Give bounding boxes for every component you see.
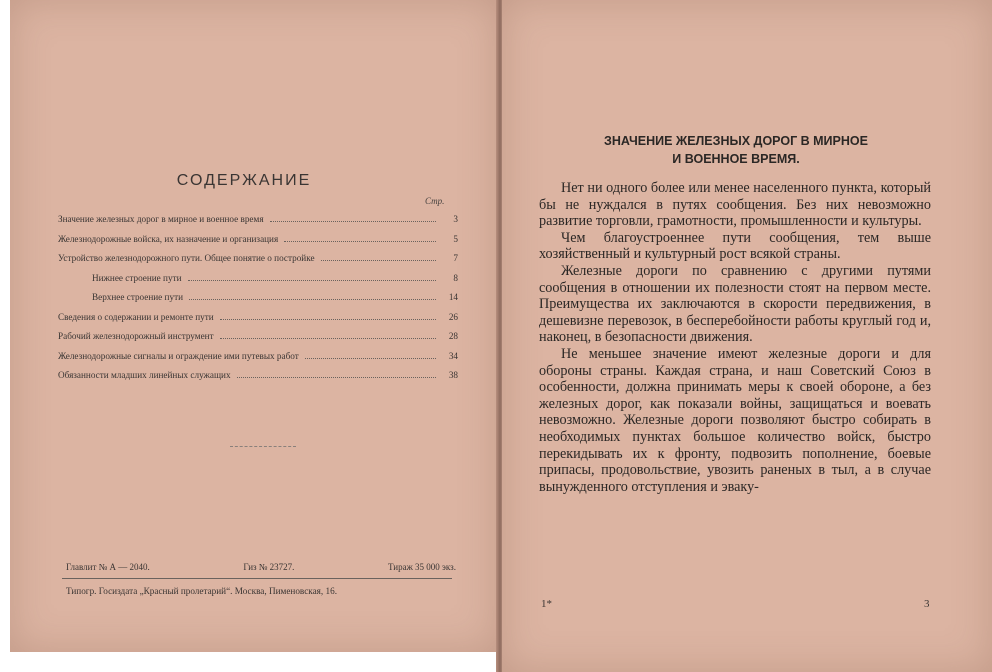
toc-entry-title: Сведения о содержании и ремонте пути	[58, 311, 214, 322]
toc-entry-title: Обязанности младших линейных служащих	[58, 370, 231, 380]
toc-entry	[58, 312, 458, 332]
imprint-line	[66, 562, 456, 572]
toc-entry-title: Устройство железнодорожного пути. Общее понятие о постройке	[58, 253, 315, 263]
toc-entry-title: Рабочий железнодорожный инструмент	[58, 331, 214, 341]
toc-entry-page: 7	[453, 253, 458, 263]
toc-entry-title: Нижнее строение пути	[92, 272, 182, 283]
dot-leader	[284, 241, 436, 242]
dot-leader	[305, 358, 436, 359]
toc-entry-page: 26	[448, 311, 458, 322]
paragraph: Не меньшее значение имеют железные дороги и для обороны страны. Каждая страна, и наш Советский Союз в особенности, должна принимать меры к своей обороне, а без железных дорог, как показали войны, защищаться и воевать невозможно. Железные дороги позволяют быстро собирать в необходимых пунктах большое количество войск, быстро перекидывать их к фронту, подвозить пополнение, боевые припасы, продовольствие, увозить раненых в тыл, а в случае вынужденного отступления и эваку-	[539, 345, 931, 495]
toc-entry	[58, 292, 458, 312]
toc-entry-title: Железнодорожные войска, их назначение и организация	[58, 233, 279, 244]
toc-entry-page: 28	[448, 331, 458, 341]
toc-entry	[58, 273, 458, 293]
chapter-body	[539, 180, 931, 495]
toc-entry	[58, 351, 458, 371]
toc-entry-page: 8	[453, 272, 458, 283]
chapter-title	[565, 132, 907, 168]
table-of-contents	[58, 214, 458, 390]
contents-title: СОДЕРЖАНИЕ	[176, 172, 312, 189]
paragraph: Нет ни одного более или менее населенного пункта, который бы не нуждался в путях сообщения. Без них невозможно развитие торговли, грамотности, промышленности и культуры.	[539, 180, 931, 230]
giz-number: Гиз № 23727.	[243, 562, 295, 572]
dot-leader	[321, 260, 436, 261]
signature-mark: 1*	[541, 598, 552, 610]
imprint-rule	[62, 578, 452, 579]
printer-info: Типогр. Госиздата „Красный пролетарий“. Москва, Пименовская, 16.	[66, 586, 337, 596]
toc-entry	[58, 253, 458, 273]
dot-leader	[188, 280, 436, 281]
toc-entry-page: 14	[448, 292, 458, 302]
dot-leader	[270, 221, 436, 222]
paragraph: Железные дороги по сравнению с другими путями сообщения в отношении их полезности стоят на первом месте. Преимущества их заключаются в скорости передвижения, в дешевизне перевозок, в бесперебойности работы круглый год и, наконец, в безопасности движения.	[539, 262, 931, 346]
page-column-label: Стр.	[425, 196, 445, 206]
toc-entry-page: 5	[453, 233, 458, 244]
toc-entry	[58, 214, 458, 234]
toc-entry-title: Железнодорожные сигналы и ограждение ими путевых работ	[58, 350, 299, 361]
dot-leader	[220, 338, 436, 339]
paragraph: Чем благоустроеннее пути сообщения, тем выше хозяйственный и культурный рост всякой страны.	[539, 229, 931, 263]
toc-entry-page: 34	[448, 350, 458, 361]
dot-leader	[237, 377, 436, 378]
toc-entry	[58, 331, 458, 351]
page-number: 3	[924, 598, 930, 610]
toc-entry	[58, 234, 458, 254]
chapter-title-line-2: И ВОЕННОЕ ВРЕМЯ.	[672, 152, 800, 166]
toc-entry-page: 3	[453, 214, 458, 224]
dot-leader	[189, 299, 436, 300]
chapter-title-line-1: ЗНАЧЕНИЕ ЖЕЛЕЗНЫХ ДОРОГ В МИРНОЕ	[604, 134, 868, 148]
dot-leader	[220, 319, 436, 320]
toc-entry-page: 38	[448, 370, 458, 380]
divider	[230, 446, 296, 447]
print-run: Тираж 35 000 экз.	[388, 562, 456, 572]
toc-entry	[58, 370, 458, 390]
glavlit-number: Главлит № А — 2040.	[66, 562, 150, 572]
toc-entry-title: Верхнее строение пути	[92, 292, 183, 302]
toc-entry-title: Значение железных дорог в мирное и военное время	[58, 214, 264, 224]
